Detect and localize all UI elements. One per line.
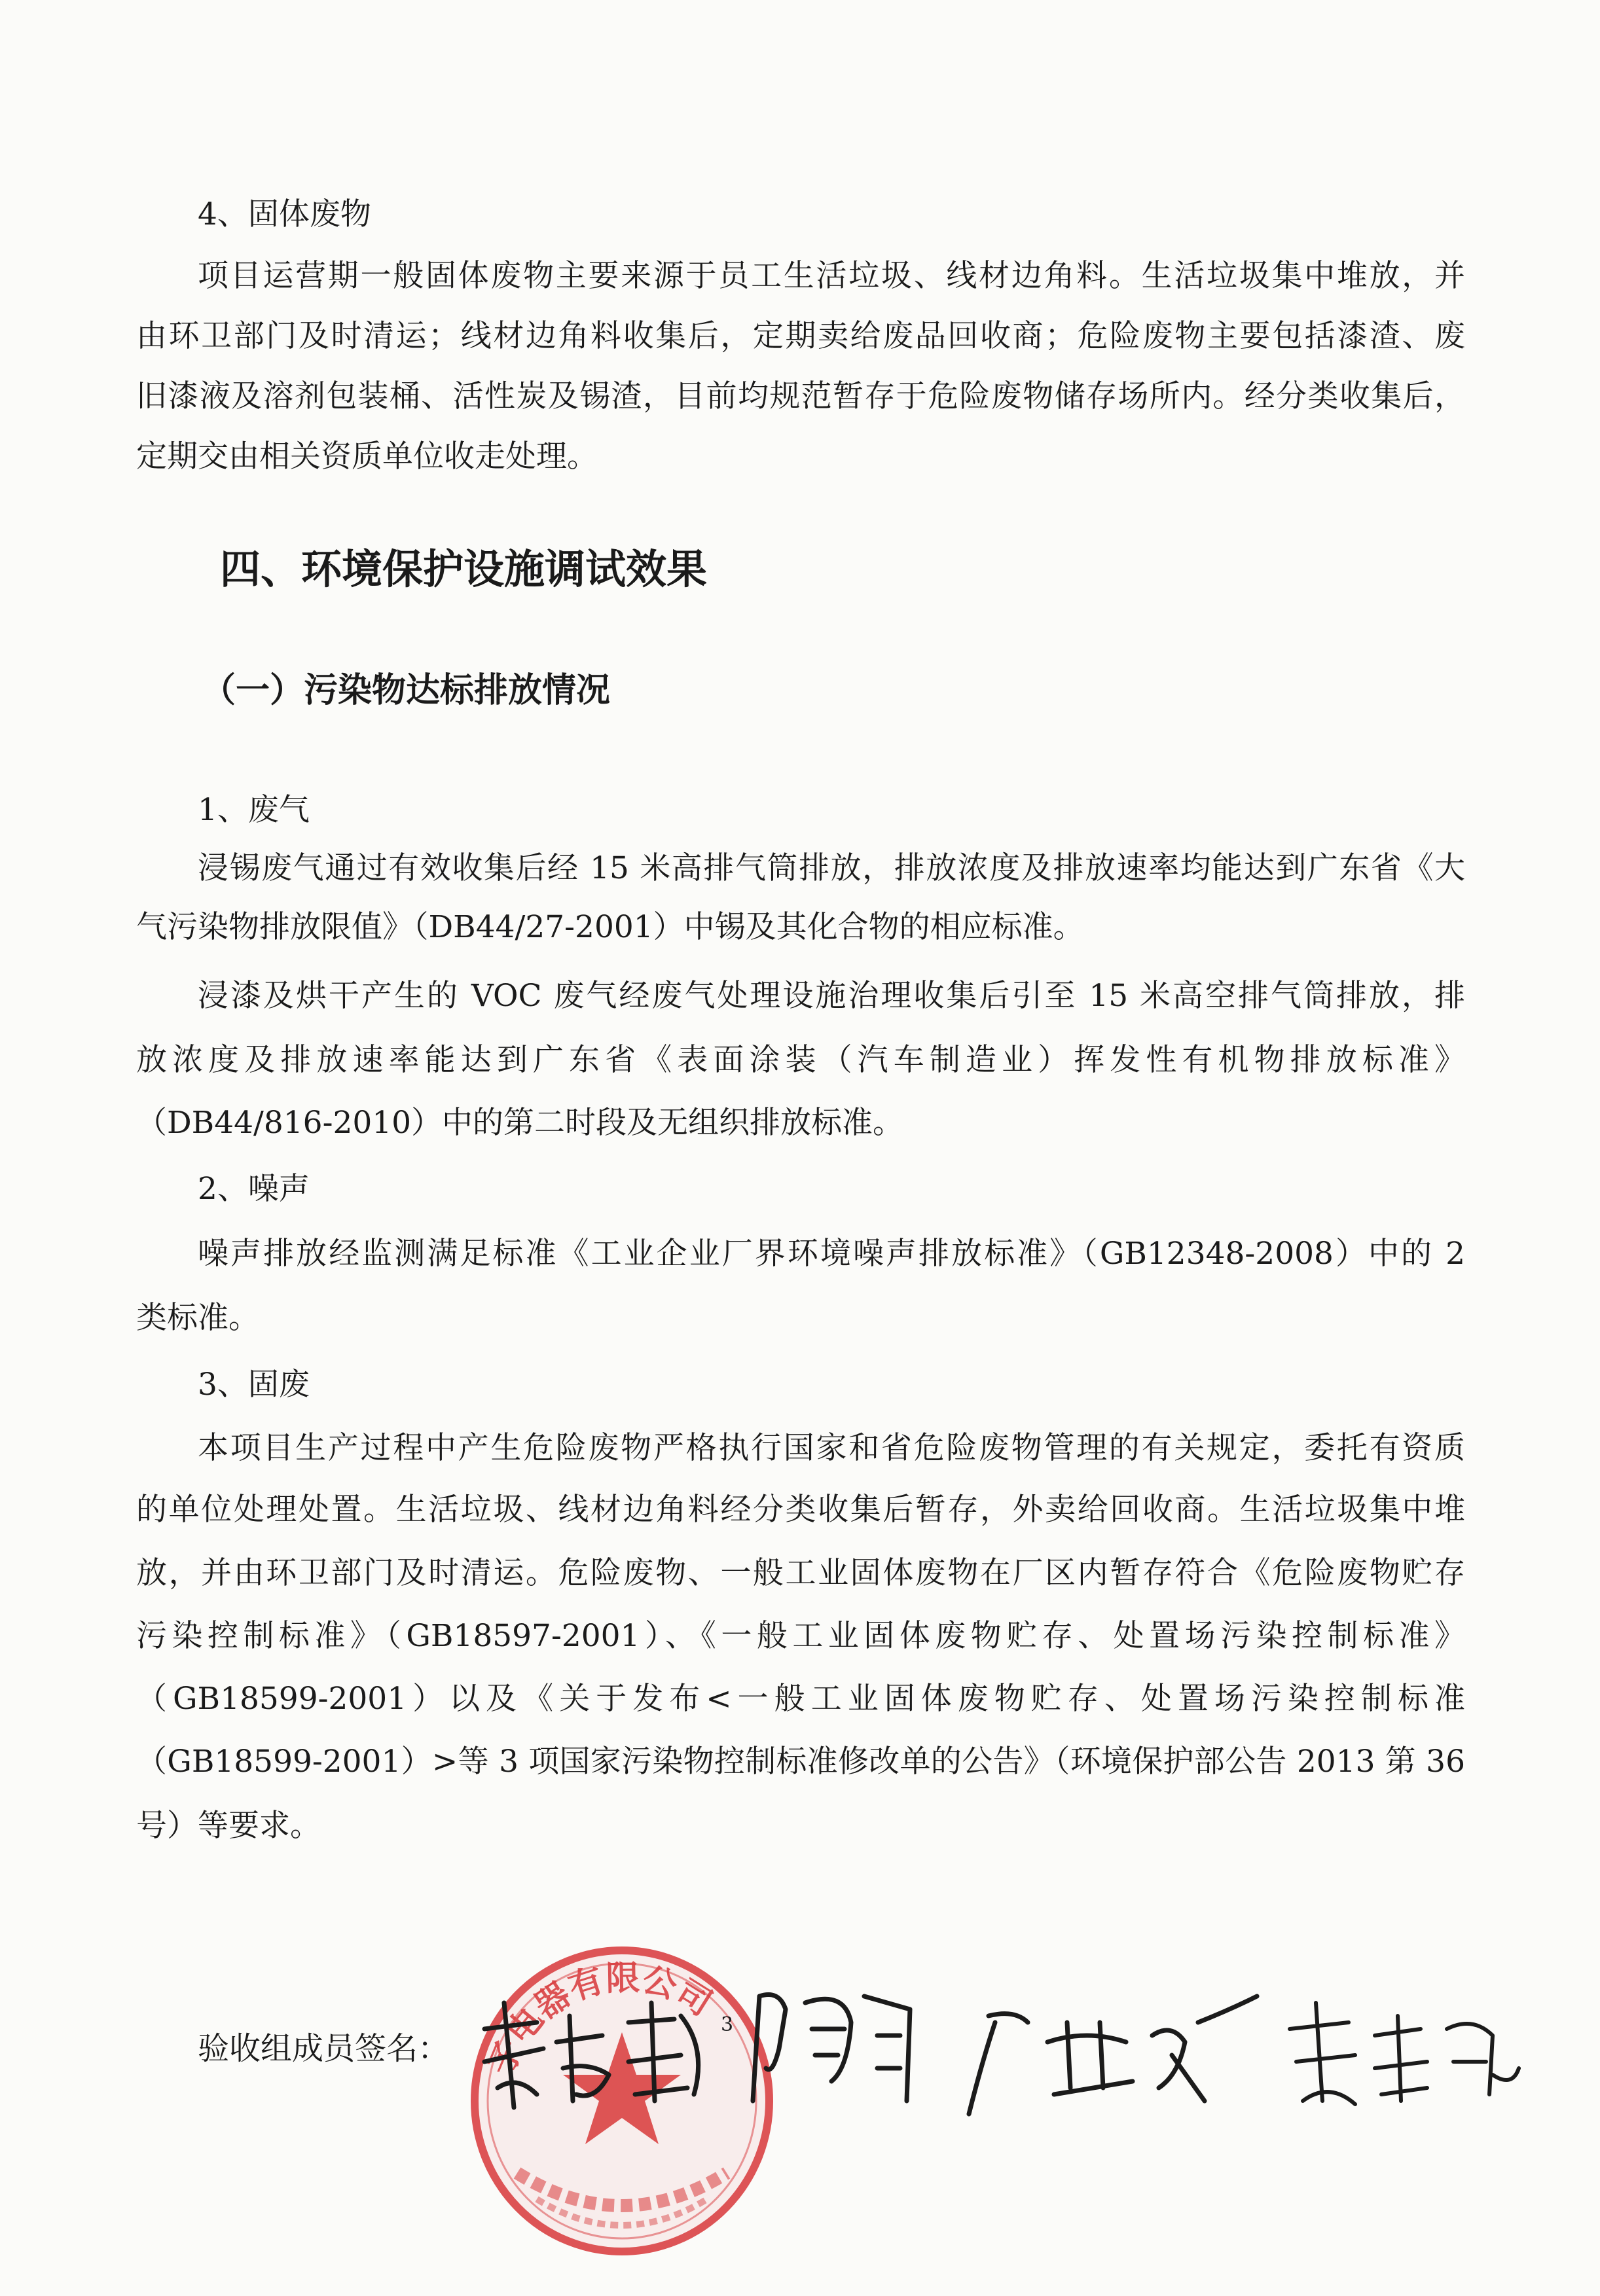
paragraph-line: 浸锡废气通过有效收集后经 15 米高排气筒排放，排放浓度及排放速率均能达到广东省《大 xyxy=(198,850,1465,886)
seal-text: 子电器有限公司 xyxy=(481,1958,719,2081)
paragraph-line: 放浓度及排放速率能达到广东省《表面涂装（汽车制造业）挥发性有机物排放标准》 xyxy=(136,1042,1465,1078)
paragraph-line: （GB18599-2001）>等 3 项国家污染物控制标准修改单的公告》（环境保护部公告 2013 第 36 xyxy=(136,1744,1465,1780)
paragraph-line: 号）等要求。 xyxy=(136,1808,321,1844)
paragraph-line: 气污染物排放限值》（DB44/27-2001）中锡及其化合物的相应标准。 xyxy=(136,909,1084,945)
subsection-heading-noise: 2、噪声 xyxy=(198,1171,310,1207)
paragraph-line: （GB18599-2001）以及《关于发布<一般工业固体废物贮存、处置场污染控制标准 xyxy=(136,1681,1465,1717)
paragraph-line: 由环卫部门及时清运；线材边角料收集后，定期卖给废品回收商；危险废物主要包括漆渣、废 xyxy=(136,318,1465,354)
signature-4 xyxy=(1277,1990,1525,2121)
subsection-heading-solid: 3、固废 xyxy=(198,1367,310,1403)
paragraph-line: 本项目生产过程中产生危险废物严格执行国家和省危险废物管理的有关规定，委托有资质 xyxy=(198,1430,1465,1466)
signature-label: 验收组成员签名： xyxy=(198,2030,450,2067)
paragraph-line: 项目运营期一般固体废物主要来源于员工生活垃圾、线材边角料。生活垃圾集中堆放，并 xyxy=(198,258,1465,294)
subsection-heading-exhaust: 1、废气 xyxy=(198,792,310,828)
paragraph-line: 类标准。 xyxy=(136,1300,259,1336)
paragraph-line: 放，并由环卫部门及时清运。危险废物、一般工业固体废物在厂区内暂存符合《危险废物贮存 xyxy=(136,1555,1465,1591)
paragraph-line: 污染控制标准》（GB18597-2001）、《一般工业固体废物贮存、处置场污染控制标准》 xyxy=(136,1618,1465,1654)
section-title: （一）污染物达标排放情况 xyxy=(202,671,611,710)
signature-2 xyxy=(733,1970,930,2121)
paragraph-line: 旧漆液及溶剂包装桶、活性炭及锡渣，目前均规范暂存于危险废物储存场所内。经分类收集后， xyxy=(136,378,1465,414)
paragraph-line: （DB44/816-2010）中的第二时段及无组织排放标准。 xyxy=(136,1105,904,1141)
signature-3 xyxy=(956,1983,1270,2134)
paragraph-line: 定期交由相关资质单位收走处理。 xyxy=(136,439,598,475)
signature-1 xyxy=(458,1990,733,2121)
paragraph-line: 浸漆及烘干产生的 VOC 废气经废气处理设施治理收集后引至 15 米高空排气筒排放，排 xyxy=(198,978,1465,1014)
page-number: 3 xyxy=(721,2013,734,2036)
section-heading-solid-waste: 4、固体废物 xyxy=(198,196,371,232)
paragraph-line: 的单位处理处置。生活垃圾、线材边角料经分类收集后暂存，外卖给回收商。生活垃圾集中堆 xyxy=(136,1492,1465,1528)
chapter-title: 四、环境保护设施调试效果 xyxy=(220,545,708,593)
paragraph-line: 噪声排放经监测满足标准《工业企业厂界环境噪声排放标准》（GB12348-2008）中的 2 xyxy=(198,1236,1465,1272)
